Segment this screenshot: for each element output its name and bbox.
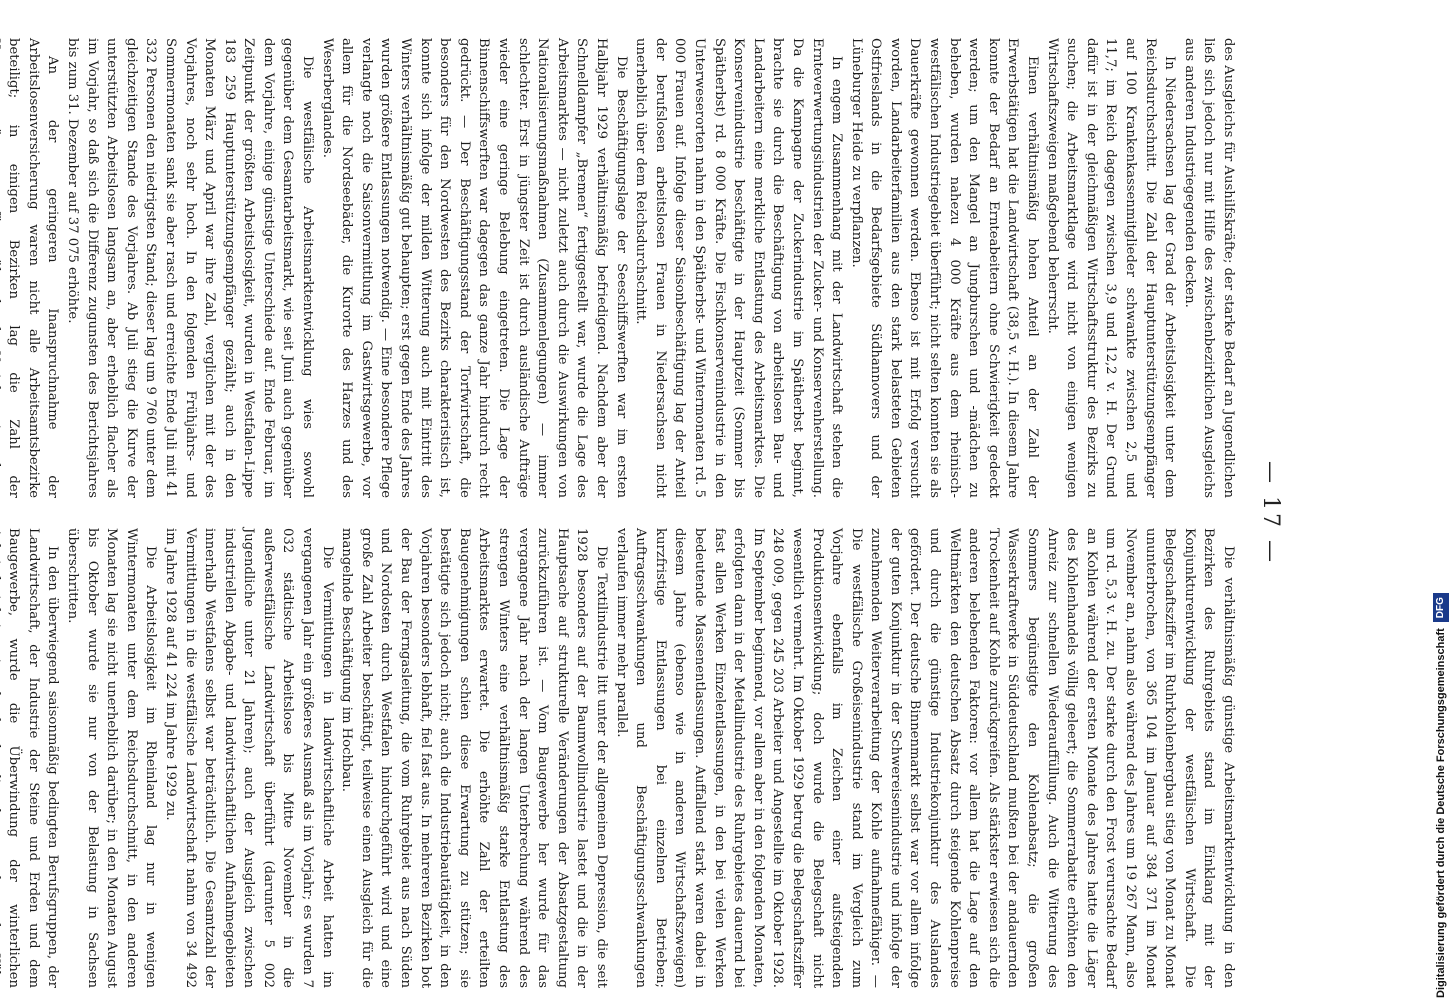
- paragraph: des Ausgleichs für Aushilfskräfte; der starke Bedarf an Jugendlichen ließ sich jedoch nur mit Hilfe des zwischenbezirklichen Ausgleichs aus anderen Industriegegenden decken.: [1181, 38, 1236, 498]
- page-number: — 17 —: [1258, 461, 1283, 565]
- paragraph: Die Textilindustrie litt unter der allgemeinen Depression, die seit 1928 besonders auf der Baumwollindustrie lastet und die in der Hauptsache auf strukturelle Veränderungen der Absatzgestaltung zurückzuführen ist. — Vom Baugewerbe her wurde für das vergangene Jahr nach der langen Unterbrechung während des strengen Winters eine verhältnismäßig starke Entlastung des Arbeitsmarktes erwartet. Die erhöhte Zahl der erteilten Baugenehmigungen schien diese Erwartung zu stützen; sie bestätigte sich jedoch nicht; auch die Industriebautätigkeit, in den Vorjahren besonders lebhaft, fiel fast aus. In mehreren Bezirken bot der Bau der Ferngasleitung, die vom Ruhrgebiet aus nach Süden und Nordosten durch Westfalen hindurchgeführt wird und eine große Zahl Arbeiter beschäftigt, teilweise einen Ausgleich für die mangelnde Beschäftigung im Hochbau.: [339, 528, 609, 988]
- text-columns: [6, 38, 1238, 988]
- paragraph: In Niedersachsen lag der Grad der Arbeitslosigkeit unter dem Reichsdurchschnitt. Die Zahl der Hauptunterstützungsempfänger auf 100 Krankenkassenmitglieder schwankte zwischen 2,5 und 11,7; im Reich dagegen zwischen 3,9 und 12,2 v. H. Der Grund dafür ist in der gleichmäßigen Wirtschaftsstruktur des Bezirks zu suchen; die Arbeitsmarktlage wird nicht von einigen wenigen Wirtschaftszweigen maßgebend beherrscht.: [1044, 38, 1178, 498]
- paragraph: Einen verhältnismäßig hohen Anteil an der Zahl der Erwerbstätigen hat die Landwirtschaft (38,5 v. H.). In diesem Jahre konnte der Bedarf an Ernteabeitern ohne Schwierigkeit gedeckt werden; um den Mangel an Jungburschen und -mädchen zu beheben, wurden nahezu 4 000 Kräfte aus dem rheinisch-westfälischen Industriegebiet überführt; nicht selten konnten sie als Dauerkräfte gewonnen werden. Ebenso ist mit Erfolg versucht worden, Landarbeiterfamilien aus den stark belasteten Gebieten Ostfrieslands in die Bedarfsgebiete Südhannovers und der Lüneburger Heide zu verpflanzen.: [848, 38, 1041, 498]
- left-column: [6, 38, 1238, 498]
- paragraph: Die Vermittlungen in landwirtschaftliche Arbeit hatten im vergangenen Jahr ein größeres Ausmaß als im Vorjahr; es wurden 7 032 städtische Arbeitslose bis Mitte November in die außerwestfälische Landwirtschaft überführt (darunter 5 002 Jugendliche unter 21 Jahren); auch der Ausgleich zwischen industriellen Abgabe- und landwirtschaftlichen Aufnahmegebieten innerhalb Westfalens selbst war beträchtlich. Die Gesamtzahl der Vermittlungen in die westfälische Landwirtschaft nahm von 34 492 im Jahre 1928 auf 41 224 im Jahre 1929 zu.: [162, 528, 335, 988]
- dfg-logo: DFG: [1433, 593, 1449, 622]
- paragraph: Die Beschäftigungslage der Seeschiffswerften war im ersten Halbjahr 1929 verhältnismäßig befriedigend. Nachdem aber der Schnelldampfer „Bremen“ fertiggestellt war, wurde die Lage des Arbeitsmarktes — nicht zuletzt auch durch die Auswirkungen von Nationalisierungsmaßnahmen (Zusammenlegungen) — immer schlechter. Erst in jüngster Zeit ist durch ausländische Aufträge wieder eine geringe Belebung eingetreten. Die Lage der Binnenschiffswerften war dagegen das ganze Jahr hindurch recht gedrückt. — Der Beschäftigungsstand der Torfwirtschaft, die besonders für den Nordwesten des Bezirks charakteristisch ist, konnte sich infolge der milden Witterung auch mit Eintritt des Winters verhältnismäßig gut behaupten; erst gegen Ende des Jahres wurden größere Entlassungen notwendig. — Eine besondere Pflege verlangte noch die Saisonvermittlung im Gastwirtsgewerbe, vor allem für die Nordseebäder, die Kurorte des Harzes und des Weserberglandes.: [319, 38, 629, 498]
- paragraph: An der geringeren Inanspruchnahme der Arbeitslosenversicherung waren nicht alle Arbeitsamtsbezirke beteiligt; in einigen Bezirken lag die Zahl der: [6, 38, 61, 498]
- paragraph: Die westfälische Arbeitsmarktentwicklung wies sowohl gegenüber dem Gesamtarbeitsmarkt, wie seit Juni auch gegenüber dem Vorjahre, einige günstige Unterschiede auf. Ende Februar, im Zeitpunkt der größten Arbeitslosigkeit, wurden in Westfalen-Lippe 183 259 Hauptunterstützungsempfänger gezählt; auch in den Monaten März und April war ihre Zahl, verglichen mit der des Vorjahres, noch sehr hoch. In den folgenden Frühjahrs- und Sommermonaten sank sie aber rasch und erreichte Ende Juli mit 41 332 Personen den niedrigsten Stand; dieser lag um 9 760 unter dem gleichzeitigen Stande des Vorjahres. Ab Juli stieg die Kurve der unterstützten Arbeitslosen langsam an, aber erheblich flacher als im Vorjahr, so daß sich die Differenz zugunsten des Berichtsjahres bis zum 31. Dezember auf 37 075 erhöhte.: [64, 38, 316, 498]
- paragraph: Die Arbeitslosigkeit im Rheinland lag nur in wenigen Wintermonaten unter dem Reichsdurchschnitt, in den anderen Monaten lag sie nicht unerheblich darüber; in den Monaten August bis Oktober wurde sie nur von der Belastung in Sachsen überschritten.: [64, 528, 159, 988]
- digitization-credit: Digitalisierung gefördert durch die Deutsche Forschungsgemeinschaft: [1435, 628, 1447, 998]
- paragraph: Die verhältnismäßig günstige Arbeitsmarktentwicklung in den Bezirken des Ruhrgebiets stand im Einklang mit der Konjunkturentwicklung der westfälischen Wirtschaft. Die Belegschaftsziffer im Ruhrkohlenbergbau stieg von Monat zu Monat ununterbrochen, von 365 104 im Januar auf 384 371 im Monat November an, nahm also während des Jahres um 19 267 Mann, also um rd. 5,3 v. H. zu. Der starke durch den Frost verursachte Bedarf an Kohlen während der ersten Monate des Jahres hatte die Läger des Kohlenhandels völlig geleert; die Sommerrabatte erhöhten den Anreiz zur schnellen Wiederauffüllung. Auch die Witterung des Sommers begünstigte den Kohlenabsatz; die großen Wasserkraftwerke in Süddeutschland mußten bei der andauernden Trockenheit auf Kohle zurückgreifen. Als stärkster erwiesen sich die anderen belebenden Faktoren: vor allem hat die Lage auf den Weltmärkten den deutschen Absatz durch steigende Kohlenpreise und durch die günstige Industriekonjunktur des Auslandes gefördert. Der deutsche Binnenmarkt selbst war vor allem infolge der guten Konjunktur in der Schwereisenindustrie und infolge der zunehmenden Weiterverarbeitung der Kohle aufnahmefähiger. — Die westfälische Großeisenindustrie stand im Vergleich zum Vorjahre ebenfalls im Zeichen einer aufsteigenden Produktionsentwicklung; doch wurde die Belegschaft nicht wesentlich vermehrt. Im Oktober 1929 betrug die Belegschaftsziffer 248 009, gegen 245 203 Arbeiter und Angestellte im Oktober 1928. Im September beginnend, vor allem aber in den folgenden Monaten, erfolgten dann in der Metallindustrie des Ruhrgebietes dauernd bei fast allen Werken Einzelentlassungen, in den bei vielen Werken bedeutende Massenentlassungen. Auffallend stark waren dabei in diesem Jahre (ebenso wie in anderen Wirtschaftszweigen) kurzfristige Entlassungen bei einzelnen Betrieben; Auftragsschwankungen und Beschäftigungsschwankungen verlaufen immer mehr parallel.: [613, 528, 1236, 988]
- paragraph: In den überwiegend saisonmäßig bedingten Berufsgruppen, der Landwirtschaft, der Industrie der Steine und Erden und dem Baugewerbe, wurde die Überwindung der winterlichen: [6, 528, 61, 988]
- rotated-text-block: [6, 38, 1300, 988]
- paragraph: In engem Zusammenhang mit der Landwirtschaft stehen die Ernteverwertungsindustrien der Zucker- und Konservenherstellung. Da die Kampagne der Zuckerindustrie im Spätherbst beginnt, brachte sie durch die Beschäftigung von arbeitslosen Bau- und Landarbeitern eine merkliche Entlastung des Arbeitsmarktes. Die Konservenindustrie beschäftigte in der Hauptzeit (Sommer bis Spätherbst) rd. 8 000 Kräfte. Die Fischkonservenindustrie in den Unterweserorten nahm in den Spätherbst- und Wintermonaten rd. 5 000 Frauen auf. Infolge dieser Saisonbeschäftigung lag der Anteil der berufslosen arbeitslosen Frauen in Niedersachsen nicht unerheblich über dem Reichsdurchschnitt.: [633, 38, 845, 498]
- right-column: [6, 528, 1238, 988]
- digitization-note: [1396, 8, 1447, 998]
